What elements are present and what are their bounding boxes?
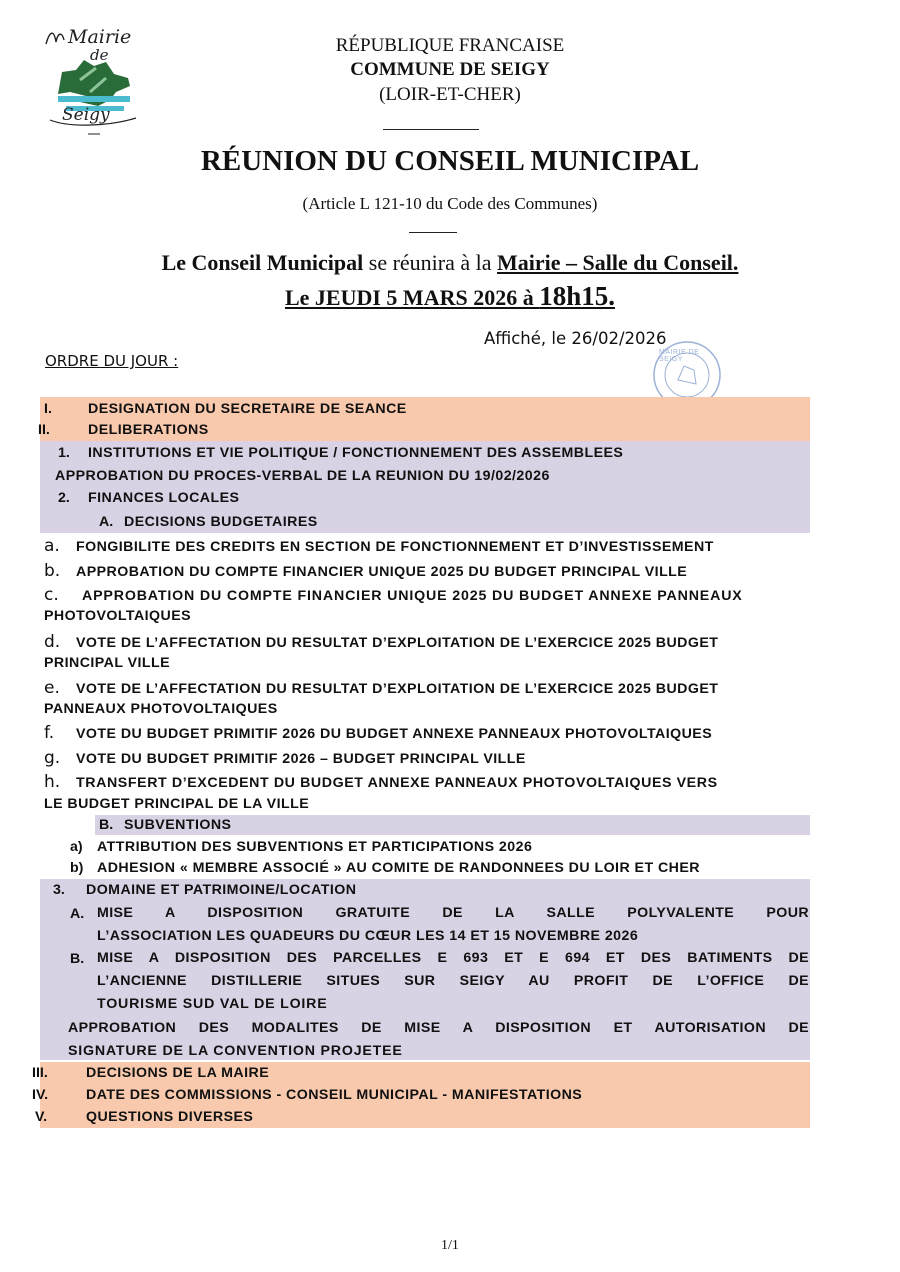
republic-line: RÉPUBLIQUE FRANCAISE (335, 35, 565, 56)
subventions-number: B. (99, 817, 114, 833)
domaine-c-line1: APPROBATION DES MODALITES DE MISE A DISPOSITION ET AUTORISATION DE (68, 1020, 809, 1036)
section-iv-number: IV. (32, 1087, 49, 1103)
sub-1-number: 1. (58, 445, 70, 461)
section-iii-number: III. (32, 1065, 48, 1081)
sub-1-item: APPROBATION DU PROCES-VERBAL DE LA REUNION DU 19/02/2026 (55, 468, 550, 484)
budget-item-text-cont: PHOTOVOLTAIQUES (44, 608, 192, 624)
domaine-b-line3: TOURISME SUD VAL DE LOIRE (97, 996, 328, 1012)
subvention-b-text: ADHESION « MEMBRE ASSOCIÉ » AU COMITE DE RANDONNEES DU LOIR ET CHER (97, 860, 700, 876)
section-ii-number: II. (38, 422, 50, 438)
convocation-line (0, 250, 900, 276)
domaine-b-line2: L’ANCIENNE DISTILLERIE SITUES SUR SEIGY AU PROFIT DE L’OFFICE DE (97, 973, 809, 989)
meeting-title: RÉUNION DU CONSEIL MUNICIPAL (200, 145, 700, 177)
budget-sub-a-text: DECISIONS BUDGETAIRES (124, 514, 318, 530)
subvention-b-marker: b) (70, 860, 84, 876)
section-iv-text: DATE DES COMMISSIONS - CONSEIL MUNICIPAL - MANIFESTATIONS (86, 1087, 583, 1103)
budget-item-letter: f. (44, 723, 55, 743)
budget-item-text-cont: PANNEAUX PHOTOVOLTAIQUES (44, 701, 278, 717)
budget-item-text: VOTE DE L’AFFECTATION DU RESULTAT D’EXPLOITATION DE L’EXERCICE 2025 BUDGET (76, 635, 719, 651)
page-number: 1/1 (441, 1238, 459, 1253)
sub-2-text: FINANCES LOCALES (88, 490, 240, 506)
budget-item-letter: c. (44, 585, 59, 605)
section-i-text: DESIGNATION DU SECRETAIRE DE SEANCE (88, 401, 407, 417)
budget-item-letter: b. (44, 561, 61, 581)
section-i-number: I. (44, 401, 52, 417)
subventions-text: SUBVENTIONS (124, 817, 232, 833)
logo-text-mairie: Mairie (68, 26, 132, 48)
budget-item-letter: h. (44, 772, 61, 792)
domaine-b-line1: MISE A DISPOSITION DES PARCELLES E 693 ET E 694 ET DES BATIMENTS DE (97, 950, 809, 966)
budget-item-text: TRANSFERT D’EXCEDENT DU BUDGET ANNEXE PANNEAUX PHOTOVOLTAIQUES VERS (76, 775, 718, 791)
budget-item-text: APPROBATION DU COMPTE FINANCIER UNIQUE 2025 DU BUDGET PRINCIPAL VILLE (76, 564, 688, 580)
budget-item-text-cont: PRINCIPAL VILLE (44, 655, 171, 671)
meeting-date: Le JEUDI 5 MARS 2026 à (284, 285, 540, 310)
title-divider (409, 232, 457, 233)
meeting-place: Mairie – Salle du Conseil. (497, 250, 739, 275)
domaine-b-number: B. (70, 951, 85, 967)
subvention-a-text: ATTRIBUTION DES SUBVENTIONS ET PARTICIPATIONS 2026 (97, 839, 533, 855)
budget-item-text: APPROBATION DU COMPTE FINANCIER UNIQUE 2025 DU BUDGET ANNEXE PANNEAUX (82, 588, 743, 604)
budget-item-letter: d. (44, 632, 61, 652)
budget-item-letter: e. (44, 678, 60, 698)
budget-item-text-cont: LE BUDGET PRINCIPAL DE LA VILLE (44, 796, 310, 812)
article-reference: (Article L 121-10 du Code des Communes) (302, 194, 598, 213)
posted-date: Affiché, le 26/02/2026 (484, 329, 667, 348)
budget-item-text: VOTE DU BUDGET PRIMITIF 2026 DU BUDGET ANNEXE PANNEAUX PHOTOVOLTAIQUES (76, 726, 713, 742)
sub-3-number: 3. (53, 882, 65, 898)
section-v-text: QUESTIONS DIVERSES (86, 1109, 254, 1125)
commune-line: COMMUNE DE SEIGY (350, 59, 550, 80)
domaine-a-line1: MISE A DISPOSITION GRATUITE DE LA SALLE POLYVALENTE POUR (97, 905, 809, 921)
logo-text-seigy: Seigy (62, 105, 110, 125)
sub-3-text: DOMAINE ET PATRIMOINE/LOCATION (86, 882, 357, 898)
budget-item-text: FONGIBILITE DES CREDITS EN SECTION DE FONCTIONNEMENT ET D’INVESTISSEMENT (76, 539, 714, 555)
header-divider (383, 129, 479, 130)
sub-2-number: 2. (58, 490, 70, 506)
sub-1-text: INSTITUTIONS ET VIE POLITIQUE / FONCTIONNEMENT DES ASSEMBLEES (88, 445, 624, 461)
budget-item-text: VOTE DU BUDGET PRIMITIF 2026 – BUDGET PRINCIPAL VILLE (76, 751, 526, 767)
agenda-title: ORDRE DU JOUR : (45, 352, 179, 370)
budget-item-text: VOTE DE L’AFFECTATION DU RESULTAT D’EXPLOITATION DE L’EXERCICE 2025 BUDGET (76, 681, 719, 697)
domaine-a-line2: L’ASSOCIATION LES QUADEURS DU CŒUR LES 14 ET 15 NOVEMBRE 2026 (97, 928, 639, 944)
domaine-a-number: A. (70, 906, 85, 922)
budget-item-letter: g. (44, 748, 61, 768)
meeting-time: 18h15. (539, 281, 615, 311)
budget-item-letter: a. (44, 536, 60, 556)
stamp-text: MAIRIE DE SEIGY (659, 349, 700, 363)
section-ii-text: DELIBERATIONS (88, 422, 209, 438)
meeting-date-line (0, 281, 900, 312)
budget-sub-a-number: A. (99, 514, 114, 530)
domaine-c-line2: SIGNATURE DE LA CONVENTION PROJETEE (68, 1043, 403, 1059)
department-line: (LOIR-ET-CHER) (379, 84, 521, 105)
section-v-number: V. (35, 1109, 48, 1125)
convocation-subject: Le Conseil Municipal (161, 250, 364, 275)
subvention-a-marker: a) (70, 839, 83, 855)
convocation-verb: se réunira à la (363, 250, 498, 275)
section-iii-text: DECISIONS DE LA MAIRE (86, 1065, 270, 1081)
logo-text-de: de (90, 46, 109, 64)
